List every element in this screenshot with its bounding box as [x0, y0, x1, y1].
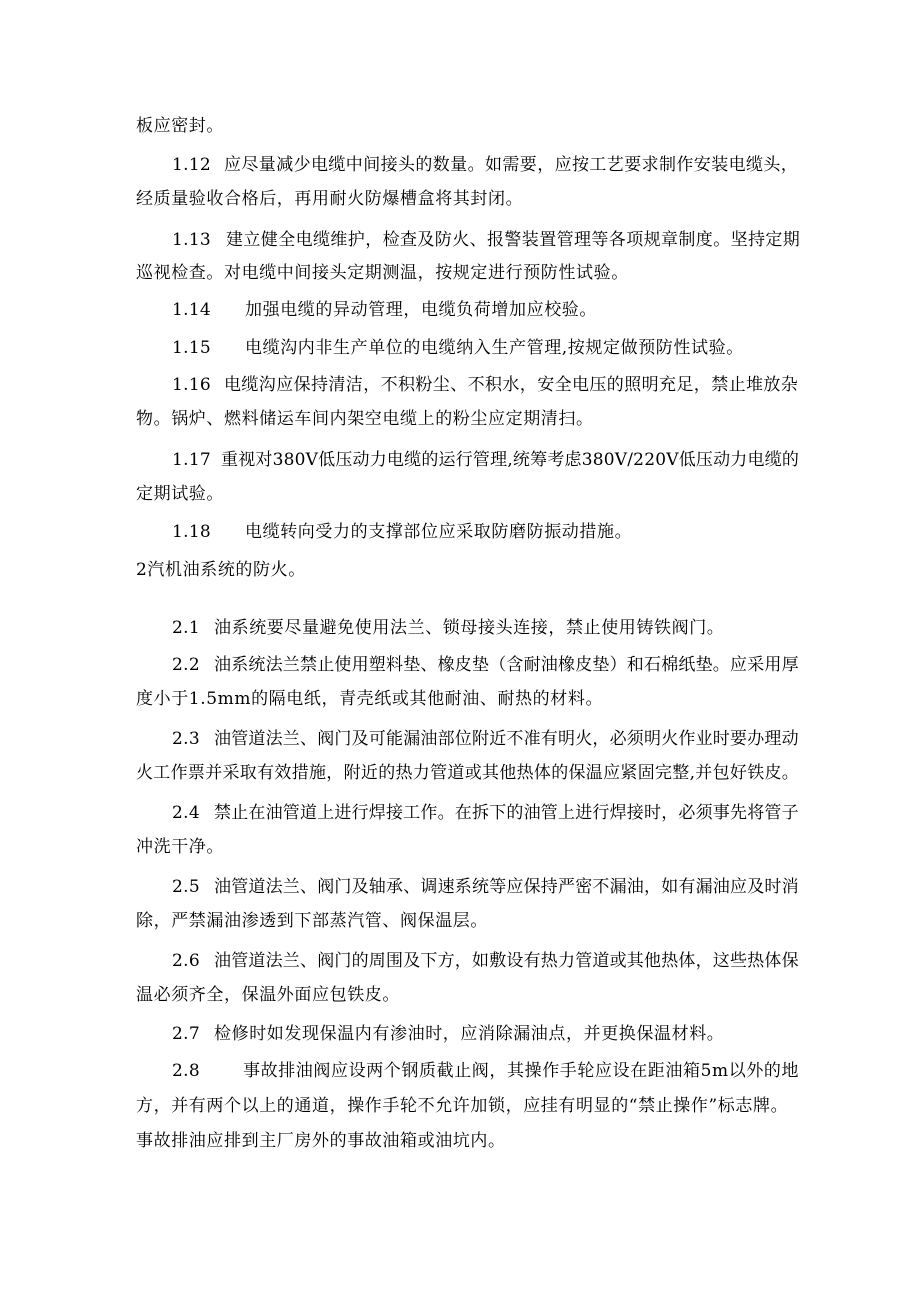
- item-number: 1.13: [172, 230, 212, 250]
- item-text: 油管道法兰、阀门及可能漏油部位附近不准有明火，必须明火作业时要办理动: [214, 729, 799, 749]
- item-number: 1.17: [172, 450, 212, 470]
- item-text: 重视对380V低压动力电缆的运行管理,统筹考虑380V/220V低压动力电缆的: [221, 450, 800, 470]
- item-text: 火工作票并采取有效措施，附近的热力管道或其他热体的保温应紧固完整,并包好铁皮。: [136, 763, 800, 783]
- section-heading: 2汽机油系统的防火。: [136, 560, 306, 580]
- continuation-line: 板应密封。: [136, 116, 224, 136]
- item-text: 应尽量减少电缆中间接头的数量。如需要，应按工艺要求制作安装电缆头，: [224, 155, 799, 175]
- item-text: 油管道法兰、阀门及轴承、调速系统等应保持严密不漏油，如有漏油应及时消: [214, 877, 799, 897]
- item-text: 建立健全电缆维护，检查及防火、报警装置管理等各项规章制度。坚持定期: [226, 230, 801, 250]
- item-text: 事故排油阀应设两个钢质截止阀，其操作手轮应设在距油箱5m以外的地: [243, 1061, 800, 1081]
- item-number: 1.15: [172, 338, 212, 358]
- item-number: 1.12: [172, 155, 212, 175]
- item-text: 禁止在油管道上进行焊接工作。在拆下的油管上进行焊接时，必须事先将管子: [214, 803, 799, 823]
- item-number: 2.1: [172, 618, 200, 638]
- item-number: 2.8: [172, 1061, 200, 1081]
- item-number: 1.18: [172, 522, 212, 542]
- item-text: 物。锅炉、燃料储运车间内架空电缆上的粉尘应定期清扫。: [136, 409, 594, 429]
- item-number: 1.14: [172, 300, 212, 320]
- item-text: 巡视检查。对电缆中间接头定期测温，按规定进行预防性试验。: [136, 263, 629, 283]
- item-text: 油系统法兰禁止使用塑料垫、橡皮垫（含耐油橡皮垫）和石棉纸垫。应采用厚: [214, 655, 799, 675]
- item-text: 检修时如发现保温内有渗油时，应消除漏油点，并更换保温材料。: [214, 1024, 725, 1044]
- item-text: 事故排油应排到主厂房外的事故油箱或油坑内。: [136, 1131, 506, 1151]
- item-text: 电缆沟内非生产单位的电缆纳入生产管理,按规定做预防性试验。: [245, 338, 744, 358]
- item-number: 1.16: [172, 375, 212, 395]
- item-text: 油管道法兰、阀门的周围及下方，如敷设有热力管道或其他热体，这些热体保: [214, 951, 799, 971]
- item-number: 2.4: [172, 803, 200, 823]
- item-number: 2.2: [172, 655, 200, 675]
- item-text: 方，并有两个以上的通道，操作手轮不允许加锁，应挂有明显的“禁止操作”标志牌。: [136, 1096, 789, 1116]
- item-text: 电缆沟应保持清洁，不积粉尘、不积水，安全电压的照明充足，禁止堆放杂: [224, 375, 799, 395]
- item-text: 加强电缆的异动管理，电缆负荷增加应校验。: [245, 300, 597, 320]
- item-text: 度小于1.5mm的隔电纸，青壳纸或其他耐油、耐热的材料。: [136, 689, 604, 709]
- item-number: 2.6: [172, 951, 200, 971]
- item-text: 除，严禁漏油渗透到下部蒸汽管、阀保温层。: [136, 911, 488, 931]
- item-text: 电缆转向受力的支撑部位应采取防磨防振动措施。: [245, 522, 633, 542]
- item-text: 油系统要尽量避免使用法兰、锁母接头连接，禁止使用铸铁阀门。: [214, 618, 725, 638]
- item-number: 2.7: [172, 1024, 200, 1044]
- item-number: 2.3: [172, 729, 200, 749]
- item-text: 经质量验收合格后，再用耐火防爆槽盒将其封闭。: [136, 189, 524, 209]
- item-text: 温必须齐全，保温外面应包铁皮。: [136, 985, 400, 1005]
- item-number: 2.5: [172, 877, 200, 897]
- item-text: 冲洗干净。: [136, 837, 224, 857]
- item-text: 定期试验。: [136, 484, 224, 504]
